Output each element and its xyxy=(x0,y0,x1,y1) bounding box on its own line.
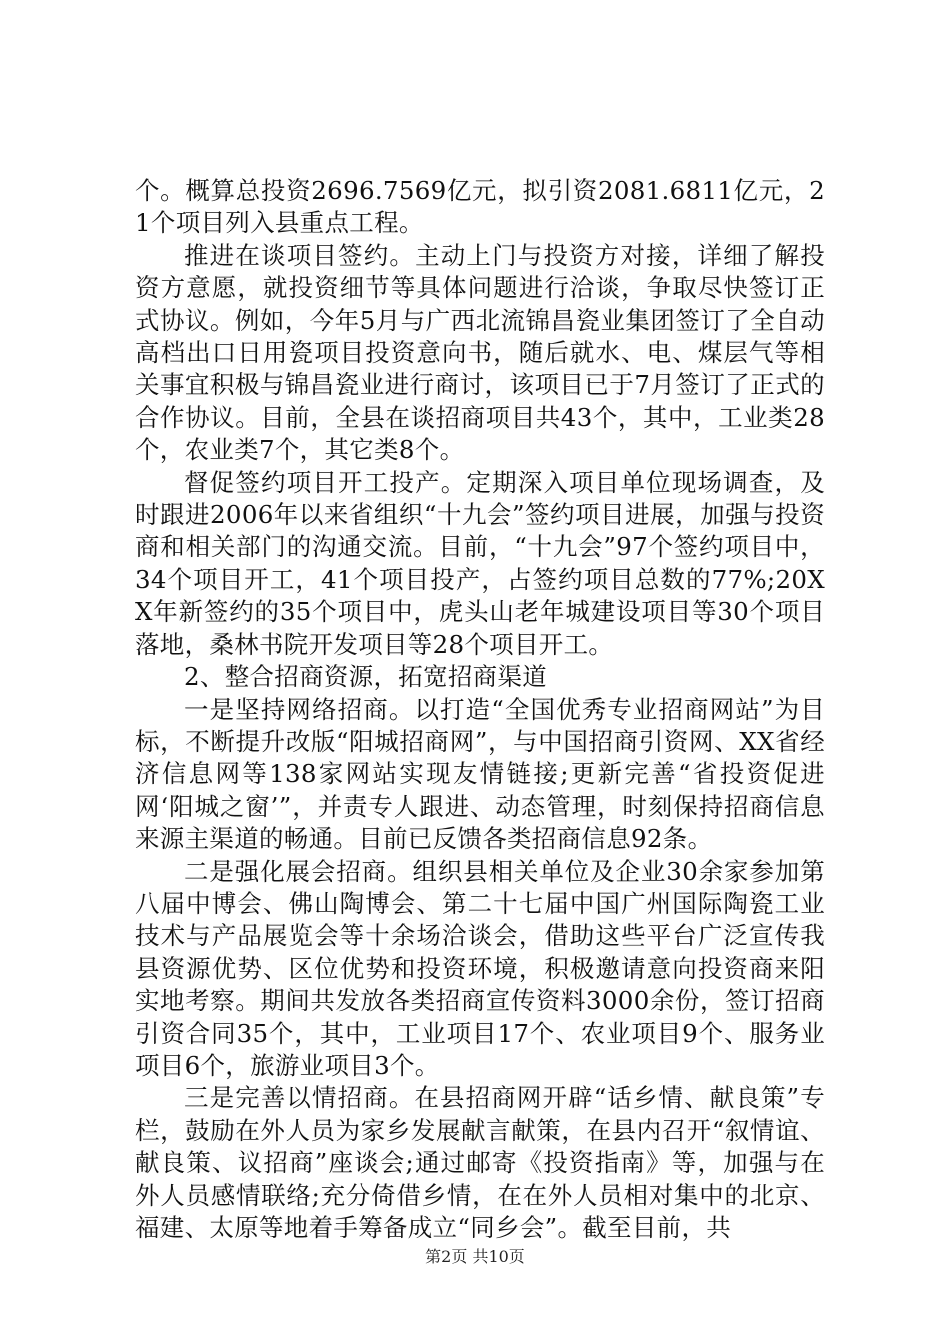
paragraph-affection-investment: 三是完善以情招商。在县招商网开辟“话乡情、献良策”专栏，鼓励在外人员为家乡发展献言献策，在县内召开“叙情谊、献良策、议招商”座谈会;通过邮寄《投资指南》等，加强与在外人员感情联络;充分倚借乡情，在在外人员相对集中的北京、福建、太原等地着手筹备成立“同乡会”。截至目前，共 xyxy=(135,1083,825,1242)
paragraph-signed-projects: 督促签约项目开工投产。定期深入项目单位现场调查，及时跟进2006年以来省组织“十九会”签约项目进展，加强与投资商和相关部门的沟通交流。目前，“十九会”97个签约项目中，34个项目开工，41个项目投产，占签约项目总数的77%;20XX年新签约的35个项目中，虎头山老年城建设项目等30个项目落地，桑林书院开发项目等28个项目开工。 xyxy=(135,467,825,659)
paragraph-exhibition-investment: 二是强化展会招商。组织县相关单位及企业30余家参加第八届中博会、佛山陶博会、第二十七届中国广州国际陶瓷工业技术与产品展览会等十余场洽谈会，借助这些平台广泛宣传我县资源优势、区位优势和投资环境，积极邀请意向投资商来阳实地考察。期间共发放各类招商宣传资料3000余份，签订招商引资合同35个，其中，工业项目17个、农业项目9个、服务业项目6个，旅游业项目3个。 xyxy=(135,856,825,1080)
paragraph-negotiation-projects: 推进在谈项目签约。主动上门与投资方对接，详细了解投资方意愿，就投资细节等具体问题进行洽谈，争取尽快签订正式协议。例如，今年5月与广西北流锦昌瓷业集团签订了全自动高档出口日用瓷项目投资意向书，随后就水、电、煤层气等相关事宜积极与锦昌瓷业进行商讨，该项目已于7月签订了正式的合作协议。目前，全县在谈招商项目共43个，其中，工业类28个，农业类7个，其它类8个。 xyxy=(135,240,825,465)
document-body xyxy=(135,175,825,1244)
paragraph-network-investment: 一是坚持网络招商。以打造“全国优秀专业招商网站”为目标，不断提升改版“阳城招商网”，与中国招商引资网、XX省经济信息网等138家网站实现友情链接;更新完善“省投资促进网‘阳城之窗’”，并责专人跟进、动态管理，时刻保持招商信息来源主渠道的畅通。目前已反馈各类招商信息92条。 xyxy=(135,694,825,854)
section-heading: 2、整合招商资源，拓宽招商渠道 xyxy=(184,662,548,692)
paragraph-continuation: 个。概算总投资2696.7569亿元，拟引资2081.6811亿元，21个项目列入县重点工程。 xyxy=(135,176,825,238)
page-number-footer: 第2页 共10页 xyxy=(425,1247,525,1266)
